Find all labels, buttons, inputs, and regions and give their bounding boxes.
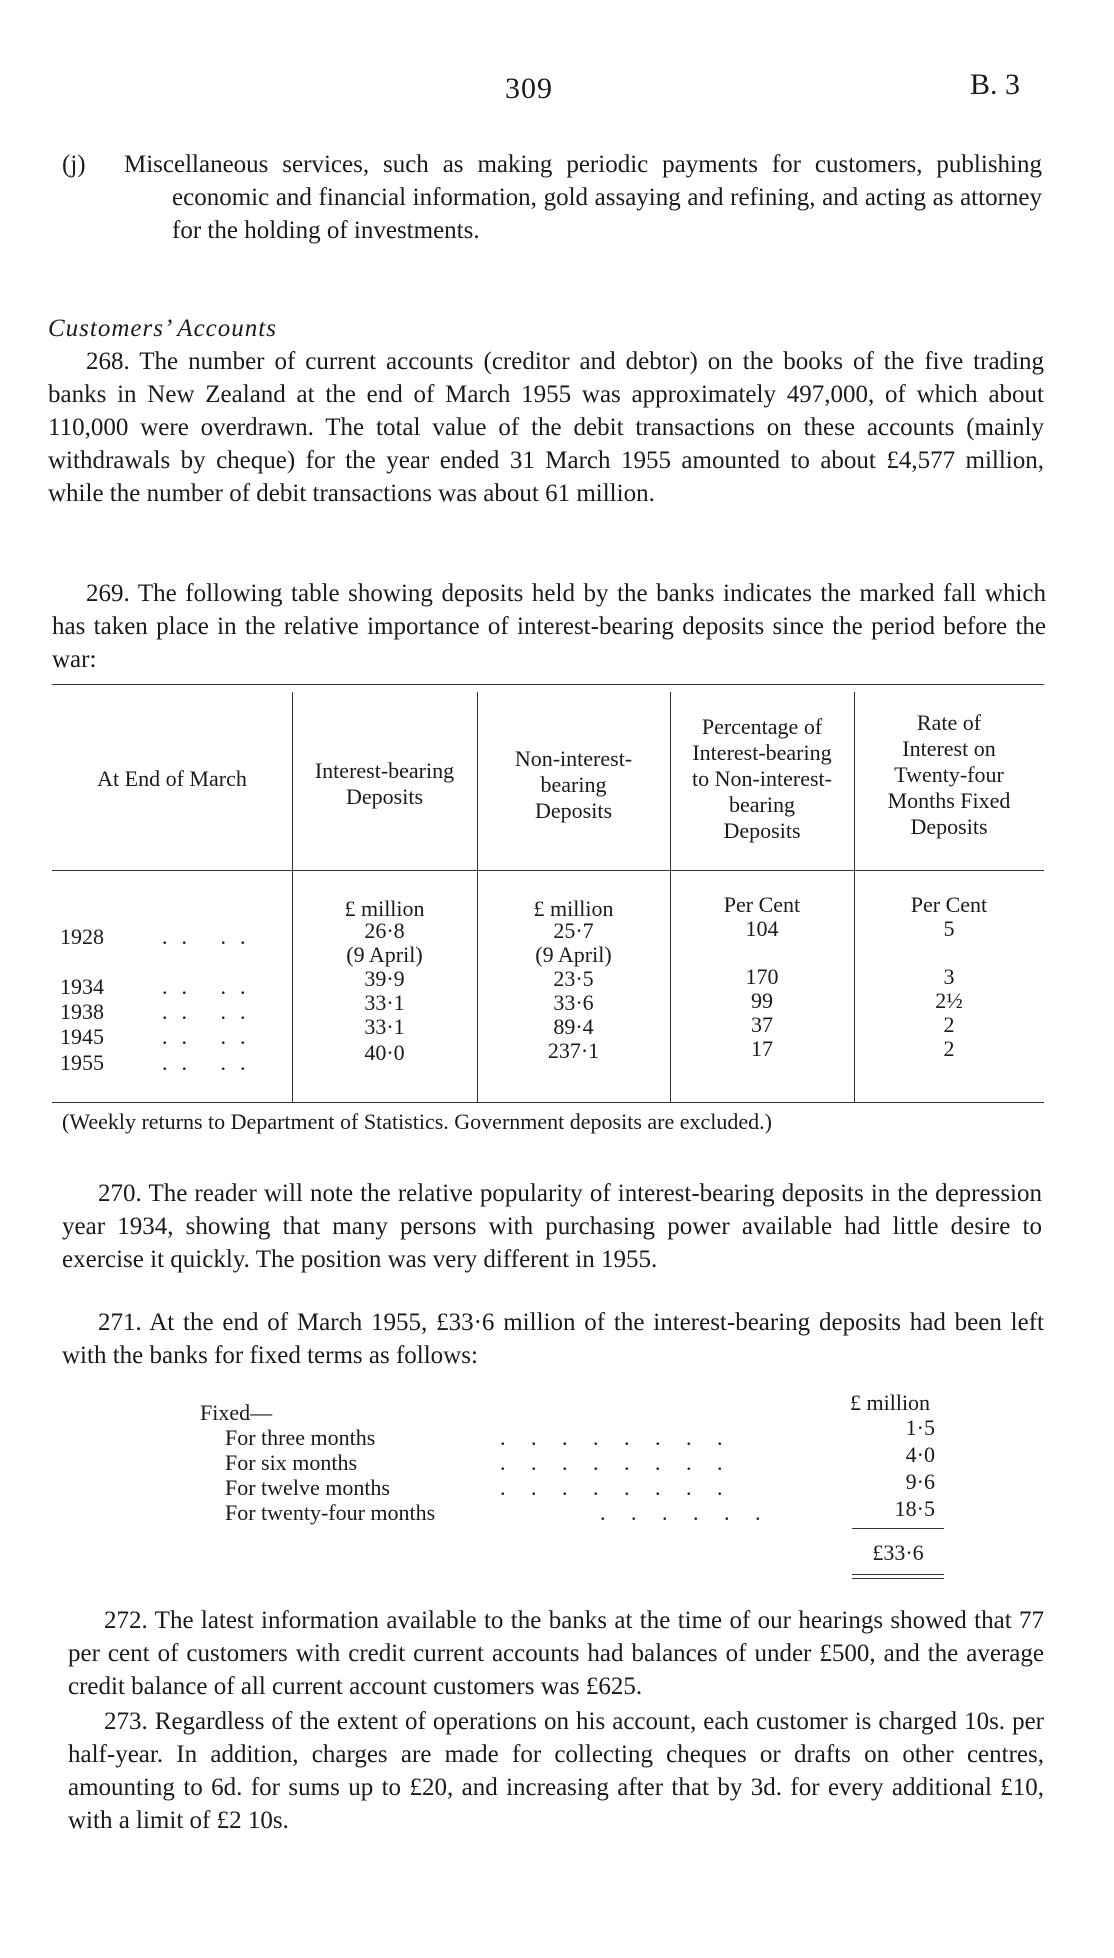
paragraph-269 [52,577,1046,676]
cell-rate: 3 [943,964,955,989]
paragraph-number: 269. [86,580,130,607]
unit-percentage: Per Cent [723,892,801,917]
row-leader: .. .. [162,1024,260,1049]
fixed-total: £33·6 [872,1540,924,1565]
header-line: Deposits [723,818,801,843]
paragraph-271 [62,1306,1044,1372]
cell-percentage: 104 [745,916,779,941]
paragraph-number: 272. [104,1607,148,1634]
paragraph-number: 273. [104,1708,148,1735]
table-bottom-rule [52,1102,1044,1103]
header-line: Deposits [346,784,423,809]
cell-noninterest: 23·5 [553,966,594,991]
header-line: Interest-bearing [314,758,455,783]
paragraph-text: The latest information available to the banks at the time of our hearings showed that 77 per cent of customers with credit current accounts had balances of under £500, and the average credit balance of all current account customers was £625. [68,1607,1044,1700]
fixed-value: 9·6 [905,1469,935,1494]
total-rule [852,1574,944,1575]
row-year: 1934 [60,974,104,999]
fixed-label: For six months [225,1450,358,1475]
cell-interest: 26·8 [364,918,405,943]
row-leader: .. .. [162,999,260,1024]
cell-rate: 5 [943,916,955,941]
paragraph-text: The number of current accounts (creditor and debtor) on the books of the five trading banks in New Zealand at the end of March 1955 was approximately 497,000, of which about 110,000 were overdrawn. The total value of the debit transactions on these accounts (mainly withdrawals by cheque) for the year ended 31 March 1955 amounted to about £4,577 million, while the number of debit transactions was about 61 million. [48,348,1044,507]
paragraph-number: 270. [98,1180,142,1207]
subtotal-rule [852,1528,944,1529]
table-top-rule [52,684,1044,685]
fixed-unit: £ million [850,1390,931,1415]
header-line: to Non-interest- [692,766,832,791]
paragraph-number: 268. [86,348,130,375]
document-code: B. 3 [970,68,1021,101]
header-interest [292,758,477,810]
cell-date-note: (9 April) [346,942,423,967]
fixed-deposits-list [200,1390,960,1590]
cell-noninterest: 237·1 [547,1038,600,1063]
section-heading: Customers’ Accounts [48,315,277,342]
cell-percentage: 99 [751,988,773,1013]
fixed-leader: . . . . . . . . [500,1475,733,1500]
row-year: 1938 [60,999,104,1024]
paragraph-number: 271. [98,1309,142,1336]
cell-rate: 2 [943,1012,955,1037]
paragraph-text: The reader will note the relative popularity of interest-bearing deposits in the depression year 1934, showing that many persons with purchasing power available had little desire to exercise it quickly. The position was very different in 1955. [62,1180,1042,1273]
fixed-leader: . . . . . . . . [500,1450,733,1475]
fixed-leader: . . . . . . [600,1500,771,1525]
cell-interest: 39·9 [364,966,405,991]
fixed-value: 1·5 [905,1415,935,1440]
paragraph-text: Regardless of the extent of operations on his account, each customer is charged 10s. per half-year. In addition, charges are made for collecting cheques or drafts on other centres, amounting to 6d. for sums up to £20, and increasing after that by 3d. for every additional £10, with a limit of £2 10s. [68,1708,1045,1834]
item-j-label: (j) [62,151,86,178]
cell-date-note: (9 April) [535,942,612,967]
cell-rate: 2½ [935,988,963,1013]
cell-interest: 33·1 [364,1014,405,1039]
cell-noninterest: 33·6 [553,990,594,1015]
row-year: 1955 [60,1050,104,1075]
header-line: Non-interest- [514,746,633,771]
header-line: Months Fixed [887,788,1011,813]
fixed-label: For three months [225,1425,376,1450]
fixed-label: For twelve months [225,1475,390,1500]
unit-interest: £ million [344,896,425,921]
row-leader: .. .. [162,924,260,949]
header-percentage [670,714,854,844]
paragraph-272 [68,1604,1044,1703]
header-year: At End of March [97,766,247,791]
header-line: Interest-bearing [692,740,832,765]
unit-rate: Per Cent [910,892,988,917]
header-line: Percentage of [701,714,823,739]
row-year: 1928 [60,924,104,949]
paragraph-268 [48,345,1044,510]
unit-noninterest: £ million [533,896,614,921]
row-year: 1945 [60,1024,104,1049]
item-j-text: Miscellaneous services, such as making periodic payments for customers, publishing economic and financial information, gold assaying and refining, and acting as attorney for the holding of investments. [124,151,1042,244]
cell-noninterest: 25·7 [553,918,594,943]
cell-percentage: 17 [751,1036,773,1061]
header-line: Interest on [902,736,996,761]
fixed-title: Fixed— [200,1400,273,1425]
header-line: bearing [540,772,607,797]
paragraph-text: At the end of March 1955, £33·6 million of the interest-bearing deposits had been left with the banks for fixed terms as follows: [62,1309,1044,1369]
header-line: Twenty-four [894,762,1004,787]
header-line: Deposits [535,798,612,823]
total-rule [852,1578,944,1579]
paragraph-273 [68,1705,1044,1837]
row-leader: .. .. [162,1050,260,1075]
fixed-value: 4·0 [905,1442,935,1467]
row-leader: .. .. [162,974,260,999]
header-noninterest [477,746,670,824]
table-header-rule [52,870,1044,871]
header-line: bearing [729,792,795,817]
page-number: 309 [505,72,553,105]
deposits-table [52,684,1044,1104]
paragraph-text: The following table showing deposits held by the banks indicates the marked fall which has taken place in the relative importance of interest-bearing deposits since the period before the war: [52,580,1046,673]
cell-interest: 40·0 [364,1040,405,1065]
cell-percentage: 170 [745,964,779,989]
cell-percentage: 37 [751,1012,773,1037]
cell-rate: 2 [943,1036,955,1061]
paragraph-270 [62,1177,1042,1276]
header-rate [854,710,1044,840]
item-j-paragraph [62,148,1042,247]
header-line: Rate of [916,710,982,735]
header-line: Deposits [910,814,988,839]
cell-interest: 33·1 [364,990,405,1015]
fixed-leader: . . . . . . . . [500,1425,733,1450]
table-source-note: (Weekly returns to Department of Statistics. Government deposits are excluded.) [62,1109,772,1134]
fixed-label: For twenty-four months [225,1500,436,1525]
cell-noninterest: 89·4 [553,1014,594,1039]
fixed-value: 18·5 [894,1496,935,1521]
